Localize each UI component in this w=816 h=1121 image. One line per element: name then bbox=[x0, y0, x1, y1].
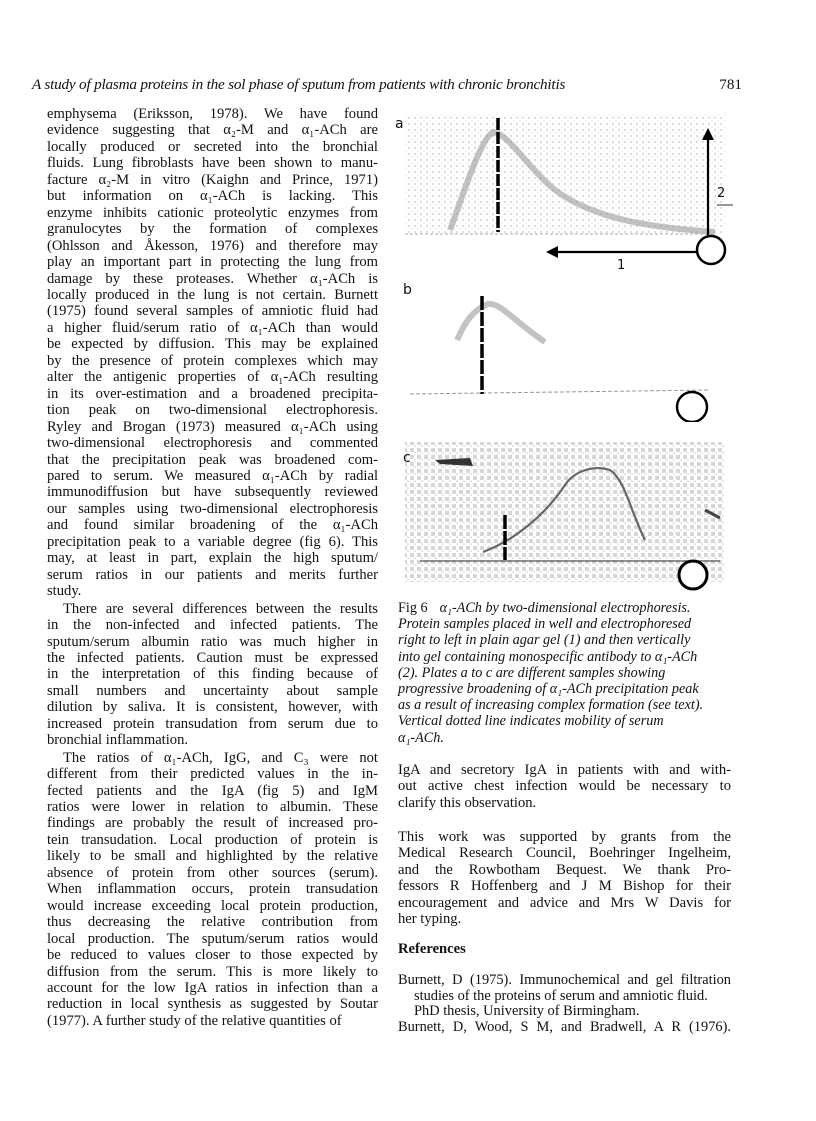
caption-line: (2). Plates a to c are different samples showing bbox=[398, 664, 666, 681]
text-line: fected patients and the IgA (fig 5) and IgM bbox=[47, 782, 378, 799]
text-line: and the Rowbotham Bequest. We thank Pro- bbox=[398, 861, 731, 878]
figure-panel-b bbox=[395, 282, 745, 422]
text-line: This work was supported by grants from the bbox=[398, 829, 731, 845]
text-line: locally produced in the lung is not certain. Burnett bbox=[47, 286, 378, 303]
text-line: clarify this observation. bbox=[398, 794, 537, 811]
reference-first-line: Burnett, D, Wood, S M, and Bradwell, A R (1976). bbox=[398, 1019, 731, 1035]
text-line: account for the low IgA ratios in infection than a bbox=[47, 980, 378, 997]
figure-label: Fig 6 bbox=[398, 600, 428, 616]
text-line: that the precipitation peak was broadened com- bbox=[47, 451, 378, 468]
caption-line: α₁-ACh. bbox=[398, 729, 444, 746]
references-heading: References bbox=[398, 941, 466, 957]
text-line: serum ratios in our patients and merits further bbox=[47, 566, 378, 583]
text-line: small numbers and uncertainty about sample bbox=[47, 682, 378, 699]
text-line: and found similar broadening of the α₁-ACh bbox=[47, 517, 378, 534]
running-header bbox=[32, 76, 742, 100]
text-line: our samples using two-dimensional electrophoresis bbox=[47, 500, 378, 517]
electrophoresis-plate-b-icon bbox=[395, 282, 745, 422]
text-line: findings are probably the result of increased pro- bbox=[47, 815, 378, 832]
text-line: study. bbox=[47, 583, 82, 600]
figure-panel-a bbox=[395, 110, 745, 280]
text-line: locally produced or secreted into the bronchial bbox=[47, 138, 378, 155]
arrow-label-1: 1 bbox=[617, 258, 626, 273]
panel-label-b: b bbox=[403, 282, 412, 298]
text-line: When inflammation occurs, protein transudation bbox=[47, 881, 378, 898]
text-line: her typing. bbox=[398, 911, 462, 928]
caption-line: into gel containing monospecific antibody to α₁-ACh bbox=[398, 648, 698, 665]
arrow-label-2: 2 bbox=[717, 186, 726, 201]
panel-label-c: c bbox=[403, 450, 411, 466]
electrophoresis-plate-a-icon bbox=[395, 110, 745, 280]
text-line: The ratios of α₁-ACh, IgG, and C₃ were not bbox=[63, 749, 378, 766]
text-line: (1975) found several samples of amniotic fluid had bbox=[47, 303, 378, 320]
paragraph-continuation bbox=[398, 762, 731, 811]
running-title: A study of plasma proteins in the sol phase of sputum from patients with chronic bronchitis bbox=[32, 76, 566, 93]
text-line: out active chest infection would be necessary to bbox=[398, 778, 731, 795]
reference-line: PhD thesis, University of Birmingham. bbox=[414, 1003, 640, 1020]
text-line: local production. The sputum/serum ratios would bbox=[47, 930, 378, 947]
left-column bbox=[47, 106, 378, 1029]
text-line: fluids. Lung fibroblasts have been shown to manu- bbox=[47, 155, 378, 172]
text-line: ratios were lower in relation to albumin. These bbox=[47, 799, 378, 816]
paragraph-discussion-2 bbox=[47, 601, 378, 749]
reference-line: studies of the proteins of serum and amniotic fluid. bbox=[414, 987, 708, 1004]
text-line: increased protein transudation from serum due to bbox=[47, 715, 378, 732]
paragraph-discussion-1 bbox=[47, 106, 378, 600]
reference-item bbox=[398, 973, 731, 1020]
text-line: play an important part in protecting the lung from bbox=[47, 254, 378, 271]
text-line: pared to serum. We measured α₁-ACh by radial bbox=[47, 467, 378, 484]
text-line: emphysema (Eriksson, 1978). We have found bbox=[47, 106, 378, 122]
text-line: granulocytes by the formation of complexes bbox=[47, 221, 378, 238]
text-line: fessors R Hoffenberg and J M Bishop for their bbox=[398, 878, 731, 895]
text-line: (Ohlsson and Åkesson, 1976) and therefore may bbox=[47, 237, 378, 254]
text-line: may, at least in part, explain the high sputum/ bbox=[47, 550, 378, 567]
text-line: likely to be small and highlighted by the relative bbox=[47, 848, 378, 865]
text-line: a higher fluid/serum ratio of α₁-ACh than would bbox=[47, 319, 378, 336]
text-line: bronchial inflammation. bbox=[47, 732, 189, 749]
text-line: absence of protein from other sources (serum). bbox=[47, 864, 378, 881]
text-line: by the presence of protein complexes which may bbox=[47, 352, 378, 369]
text-line: alter the antigenic properties of α₁-ACh resulting bbox=[47, 369, 378, 386]
panel-label-a: a bbox=[395, 116, 404, 132]
text-line: be expected by diffusion. This may be explained bbox=[47, 336, 378, 353]
caption-line: as a result of increasing complex formation (see text). bbox=[398, 697, 704, 714]
text-line: immunodiffusion but have subsequently reviewed bbox=[47, 484, 378, 501]
text-line: tion peak on two-dimensional electrophoresis. bbox=[47, 402, 378, 419]
text-line: sputum/serum albumin ratio was much higher in bbox=[47, 633, 378, 650]
text-line: in its over-estimation and a broadened precipita- bbox=[47, 385, 378, 402]
text-line: facture α₂-M in vitro (Kaighn and Prince, 1971) bbox=[47, 171, 378, 188]
figure-caption bbox=[398, 600, 743, 746]
text-line: would increase exceeding local protein production, bbox=[47, 897, 378, 914]
figure-panel-c bbox=[395, 440, 745, 600]
reference-first-line: Burnett, D (1975). Immunochemical and gel filtration bbox=[398, 972, 731, 988]
electrophoresis-plate-c-icon bbox=[395, 440, 745, 600]
caption-line: Vertical dotted line indicates mobility of serum bbox=[398, 713, 664, 730]
text-line: thus decreasing the relative contribution from bbox=[47, 914, 378, 931]
text-line: Ryley and Brogan (1973) measured α₁-ACh using bbox=[47, 418, 378, 435]
text-line: but information on α₁-ACh is lacking. This bbox=[47, 188, 378, 205]
text-line: in the interpretation of this finding because of bbox=[47, 666, 378, 683]
caption-line: α₁-ACh by two-dimensional electrophoresis. bbox=[439, 600, 691, 616]
text-line: the infected patients. Caution must be expressed bbox=[47, 649, 378, 666]
caption-line: progressive broadening of α₁-ACh precipitation peak bbox=[398, 681, 699, 698]
text-line: reduction in local synthesis as suggested by Soutar bbox=[47, 996, 378, 1013]
text-line: (1977). A further study of the relative quantities of bbox=[47, 1012, 342, 1029]
text-line: precipitation peak to a variable degree (fig 6). This bbox=[47, 533, 378, 550]
text-line: There are several differences between the results bbox=[63, 600, 378, 617]
caption-line: right to left in plain agar gel (1) and then vertically bbox=[398, 632, 691, 649]
text-line: IgA and secretory IgA in patients with and with- bbox=[398, 762, 731, 778]
text-line: damage by these proteases. Whether α₁-ACh is bbox=[47, 270, 378, 287]
text-line: tein transudation. Local production of protein is bbox=[47, 831, 378, 848]
text-line: Medical Research Council, Boehringer Ingelheim, bbox=[398, 845, 731, 862]
reference-item bbox=[398, 1020, 731, 1036]
figure-6 bbox=[395, 100, 745, 600]
page-number: 781 bbox=[719, 76, 742, 93]
text-line: be reduced to values closer to those expected by bbox=[47, 947, 378, 964]
paragraph-acknowledgements bbox=[398, 829, 731, 928]
text-line: two-dimensional electrophoresis and commented bbox=[47, 435, 378, 452]
text-line: evidence suggesting that α₂-M and α₁-ACh are bbox=[47, 122, 378, 139]
text-line: different from their predicted values in the in- bbox=[47, 766, 378, 783]
caption-line: Protein samples placed in well and electrophoresed bbox=[398, 616, 692, 633]
text-line: dilution by saliva. It is consistent, however, with bbox=[47, 699, 378, 716]
text-line: encouragement and advice and Mrs W Davis for bbox=[398, 894, 731, 911]
paragraph-discussion-3 bbox=[47, 750, 378, 1030]
text-line: enzyme inhibits cationic proteolytic enzymes from bbox=[47, 204, 378, 221]
text-line: in the non-infected and infected patients. The bbox=[47, 617, 378, 634]
text-line: diffusion from the serum. This is more likely to bbox=[47, 963, 378, 980]
